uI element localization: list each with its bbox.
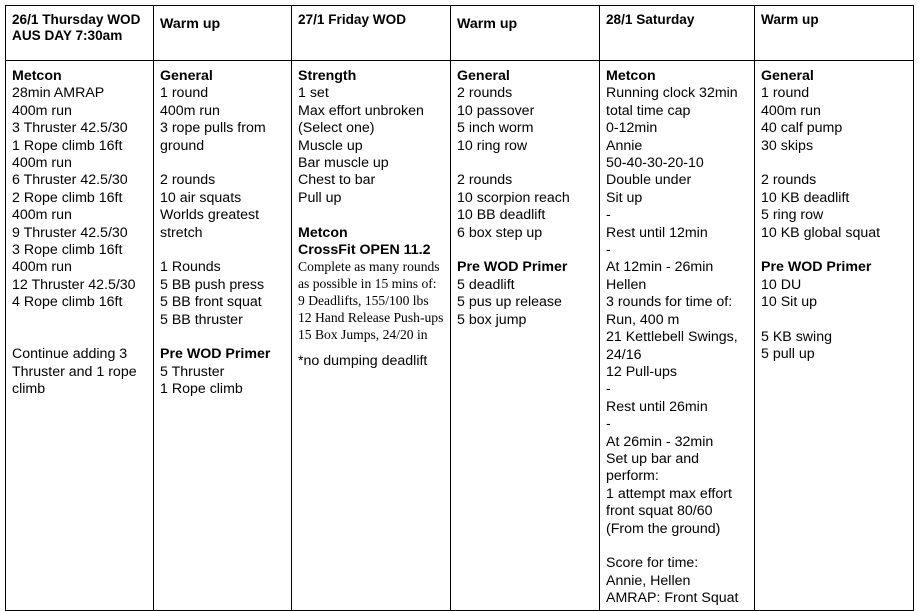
line: 5 BB thruster xyxy=(160,311,243,328)
header-thursday-warmup xyxy=(154,6,292,61)
line: AMRAP: Front Squat xyxy=(606,590,739,607)
spacer xyxy=(457,242,593,259)
header-text: Warm up xyxy=(160,16,221,32)
spacer xyxy=(761,312,907,329)
section-title: Metcon xyxy=(606,68,656,84)
line: (From the ground) xyxy=(606,520,721,537)
section-title: General xyxy=(457,68,510,84)
line: 9 Thruster 42.5/30 xyxy=(12,224,128,241)
note: *no dumping deadlift xyxy=(298,352,428,369)
line: Hellen xyxy=(606,276,647,293)
primer-title: Pre WOD Primer xyxy=(457,259,568,276)
line: 10 air squats xyxy=(160,189,242,206)
header-row xyxy=(6,6,914,61)
header-text: Warm up xyxy=(457,16,518,32)
line: At 26min - 32min xyxy=(606,433,714,450)
line: - xyxy=(606,242,611,259)
spacer xyxy=(160,242,285,259)
line: Pull up xyxy=(298,189,342,206)
metcon-item: 9 Deadlifts, 155/100 lbs xyxy=(298,292,429,308)
line: 400m run xyxy=(12,155,72,172)
line: - xyxy=(606,207,611,224)
line: Bar muscle up xyxy=(298,155,389,172)
line: 30 skips xyxy=(761,137,814,154)
line: 5 inch worm xyxy=(457,120,534,137)
metcon-subtitle: CrossFit OPEN 11.2 xyxy=(298,242,431,259)
header-text: 28/1 Saturday xyxy=(606,12,695,27)
spacer xyxy=(160,155,285,172)
line: At 12min - 26min xyxy=(606,259,714,276)
line: Running clock 32min total time cap xyxy=(606,85,738,119)
line: 6 Thruster 42.5/30 xyxy=(12,172,128,189)
line: Sit up xyxy=(606,189,643,206)
line: 1 round xyxy=(761,85,810,102)
line: 2 rounds xyxy=(761,172,817,189)
header-saturday-wod xyxy=(600,6,755,61)
header-text: 27/1 Friday WOD xyxy=(298,12,407,27)
spacer xyxy=(298,207,444,224)
line: 10 Sit up xyxy=(761,294,818,311)
line: 10 BB deadlift xyxy=(457,207,546,224)
line: Annie, Hellen xyxy=(606,572,691,589)
line: 10 scorpion reach xyxy=(457,189,570,206)
line: Set up bar and perform: xyxy=(606,450,700,485)
header-friday-wod xyxy=(292,6,451,61)
line: 6 box step up xyxy=(457,224,543,241)
line: Double under xyxy=(606,172,692,189)
line: 5 BB front squat xyxy=(160,294,262,311)
spacer xyxy=(298,345,444,353)
line: 400m run xyxy=(12,102,72,119)
header-friday-warmup xyxy=(451,6,600,61)
line: 2 rounds xyxy=(457,85,513,102)
line: 10 passover xyxy=(457,102,535,119)
line: 1 Rounds xyxy=(160,259,221,276)
line: 50-40-30-20-10 xyxy=(606,155,704,172)
spacer xyxy=(12,329,147,346)
header-text: Warm up xyxy=(761,12,819,27)
metcon-title: Metcon xyxy=(298,224,348,241)
primer-title: Pre WOD Primer xyxy=(160,346,271,363)
line: 2 rounds xyxy=(457,172,513,189)
line: 1 attempt max effort front squat 80/60 xyxy=(606,485,732,520)
line: Max effort unbroken (Select one) xyxy=(298,102,424,137)
line: Rest until 12min xyxy=(606,224,708,241)
spacer xyxy=(606,538,748,555)
metcon-description: Complete as many rounds as possible in 15 mins of: xyxy=(298,259,440,292)
friday-warmup-cell xyxy=(451,61,600,611)
header-text: 26/1 Thursday WOD AUS DAY 7:30am xyxy=(12,12,141,43)
thursday-warmup-cell xyxy=(154,61,292,611)
line: Muscle up xyxy=(298,137,363,154)
line: 5 deadlift xyxy=(457,276,515,293)
line: 12 Thruster 42.5/30 xyxy=(12,276,136,293)
line: Rest until 26min xyxy=(606,398,708,415)
spacer xyxy=(457,155,593,172)
line: 400m run xyxy=(761,102,821,119)
line: 4 Rope climb 16ft xyxy=(12,294,123,311)
saturday-wod-cell xyxy=(600,61,755,611)
header-saturday-warmup xyxy=(755,6,914,61)
line: 1 set xyxy=(298,85,329,102)
line: 3 Rope climb 16ft xyxy=(12,242,123,259)
line: 10 KB global squat xyxy=(761,224,881,241)
workout-schedule xyxy=(5,5,913,605)
line: Run, 400 m xyxy=(606,311,680,328)
line: 2 Rope climb 16ft xyxy=(12,189,123,206)
line: Annie xyxy=(606,137,643,154)
line: 400m run xyxy=(12,259,72,276)
section-title: Metcon xyxy=(12,68,62,84)
line: 5 KB swing xyxy=(761,329,832,346)
line: 10 ring row xyxy=(457,137,528,154)
line: 21 Kettlebell Swings, 24/16 xyxy=(606,329,738,363)
line: 28min AMRAP xyxy=(12,85,105,102)
header-thursday-wod xyxy=(6,6,154,61)
spacer xyxy=(761,155,907,172)
line: - xyxy=(606,381,611,398)
line: 1 Rope climb xyxy=(160,381,243,398)
line: 400m run xyxy=(12,207,72,224)
line: - xyxy=(606,416,611,433)
line: 3 Thruster 42.5/30 xyxy=(12,120,128,137)
content-row xyxy=(6,61,914,611)
line: 400m run xyxy=(160,102,220,119)
line: 5 pull up xyxy=(761,346,815,363)
spacer xyxy=(761,242,907,259)
thursday-wod-cell xyxy=(6,61,154,611)
workout-table xyxy=(5,5,914,611)
spacer xyxy=(160,329,285,346)
metcon-item: 12 Hand Release Push-ups xyxy=(298,310,444,326)
section-title: General xyxy=(761,68,814,84)
line: 5 BB push press xyxy=(160,276,265,293)
line: 3 rounds for time of: xyxy=(606,294,733,311)
line: 5 box jump xyxy=(457,311,527,328)
line: 40 calf pump xyxy=(761,120,843,137)
line: 3 rope pulls from ground xyxy=(160,120,266,154)
line: 10 DU xyxy=(761,276,802,293)
line: 1 round xyxy=(160,85,209,102)
section-title: General xyxy=(160,68,213,84)
metcon-item: 15 Box Jumps, 24/20 in xyxy=(298,327,428,343)
line: Chest to bar xyxy=(298,172,376,189)
saturday-warmup-cell xyxy=(755,61,914,611)
friday-wod-cell xyxy=(292,61,451,611)
line: 1 Rope climb 16ft xyxy=(12,137,123,154)
line: Score for time: xyxy=(606,555,699,572)
spacer xyxy=(12,312,147,329)
note: Continue adding 3 Thruster and 1 rope climb xyxy=(12,346,137,398)
line: 5 ring row xyxy=(761,207,824,224)
primer-title: Pre WOD Primer xyxy=(761,259,872,276)
line: 5 Thruster xyxy=(160,363,225,380)
line: 5 pus up release xyxy=(457,294,562,311)
line: Worlds greatest stretch xyxy=(160,207,260,241)
line: 12 Pull-ups xyxy=(606,363,677,380)
line: 10 KB deadlift xyxy=(761,189,850,206)
section-title: Strength xyxy=(298,68,357,84)
line: 0-12min xyxy=(606,120,658,137)
line: 2 rounds xyxy=(160,172,216,189)
